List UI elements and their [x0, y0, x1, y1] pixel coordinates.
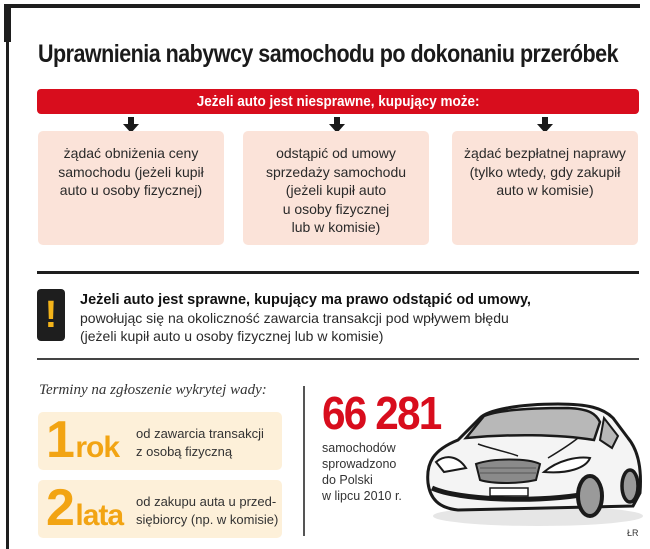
section-divider [37, 358, 639, 360]
deadline-desc-line: od zakupu auta u przed- [136, 494, 277, 509]
stat-line: samochodów [322, 441, 396, 455]
deadline-unit: rok [75, 431, 120, 464]
option-line: auto w komisie) [496, 182, 594, 198]
imported-cars-count: 66 281 [322, 387, 441, 439]
defective-header-bar [37, 89, 639, 114]
stat-line: w lipcu 2010 r. [322, 489, 402, 503]
working-note-line: powołując się na okoliczność zawarcia transakcji pod wpływem błędu [80, 310, 509, 326]
deadline-desc-line: siębiorcy (np. w komisie) [136, 512, 279, 527]
car-illustration-icon [418, 388, 644, 528]
option-line: odstąpić od umowy [276, 145, 396, 161]
working-car-note [80, 290, 531, 345]
option-withdraw-contract [243, 131, 429, 245]
imported-cars-description [322, 440, 402, 504]
frame-top-rule [4, 4, 640, 8]
stat-line: sprowadzono [322, 457, 397, 471]
exclamation-icon: ! [37, 289, 65, 341]
option-line: u osoby fizycznej [282, 200, 390, 217]
author-credit: ŁR [627, 528, 639, 538]
option-line: żądać obniżenia ceny [63, 145, 199, 161]
option-line: auto u osoby fizycznej) [59, 182, 203, 198]
deadline-item-2-years [38, 480, 282, 538]
deadline-description [136, 425, 264, 461]
option-line: żądać bezpłatnej naprawy [464, 145, 626, 161]
page-title: Uprawnienia nabywcy samochodu po dokonaniu przeróbek [38, 40, 619, 68]
deadline-unit: lata [75, 499, 124, 532]
section-divider [37, 271, 639, 274]
deadlines-heading: Terminy na zgłoszenie wykrytej wady: [39, 382, 267, 398]
option-line: lub w komisie) [291, 219, 381, 235]
option-price-reduction [38, 131, 224, 245]
frame-left-rule [6, 40, 9, 549]
deadline-number: 2 [46, 479, 73, 537]
vertical-divider [303, 386, 305, 536]
option-line: (tylko wtedy, gdy zakupił [469, 163, 621, 180]
working-note-line: (jeżeli kupił auto u osoby fizycznej lub w komisie) [80, 328, 384, 344]
deadline-description [136, 493, 278, 529]
option-line: samochodu (jeżeli kupił [58, 163, 204, 180]
deadline-desc-line: z osobą fizyczną [136, 444, 233, 459]
deadline-number: 1 [46, 411, 73, 469]
option-line: (jeżeli kupił auto [285, 182, 387, 198]
deadline-item-1-year [38, 412, 282, 470]
option-line: sprzedaży samochodu [265, 163, 407, 180]
frame-corner [4, 4, 11, 42]
option-free-repair [452, 131, 638, 245]
stat-line: do Polski [322, 473, 373, 487]
defective-header-text: Jeżeli auto jest niesprawne, kupujący może: [196, 93, 480, 110]
working-note-bold: Jeżeli auto jest sprawne, kupujący ma prawo odstąpić od umowy, [80, 292, 531, 308]
deadline-value [46, 478, 123, 538]
deadline-value [46, 410, 119, 470]
deadline-desc-line: od zawarcia transakcji [136, 426, 264, 441]
